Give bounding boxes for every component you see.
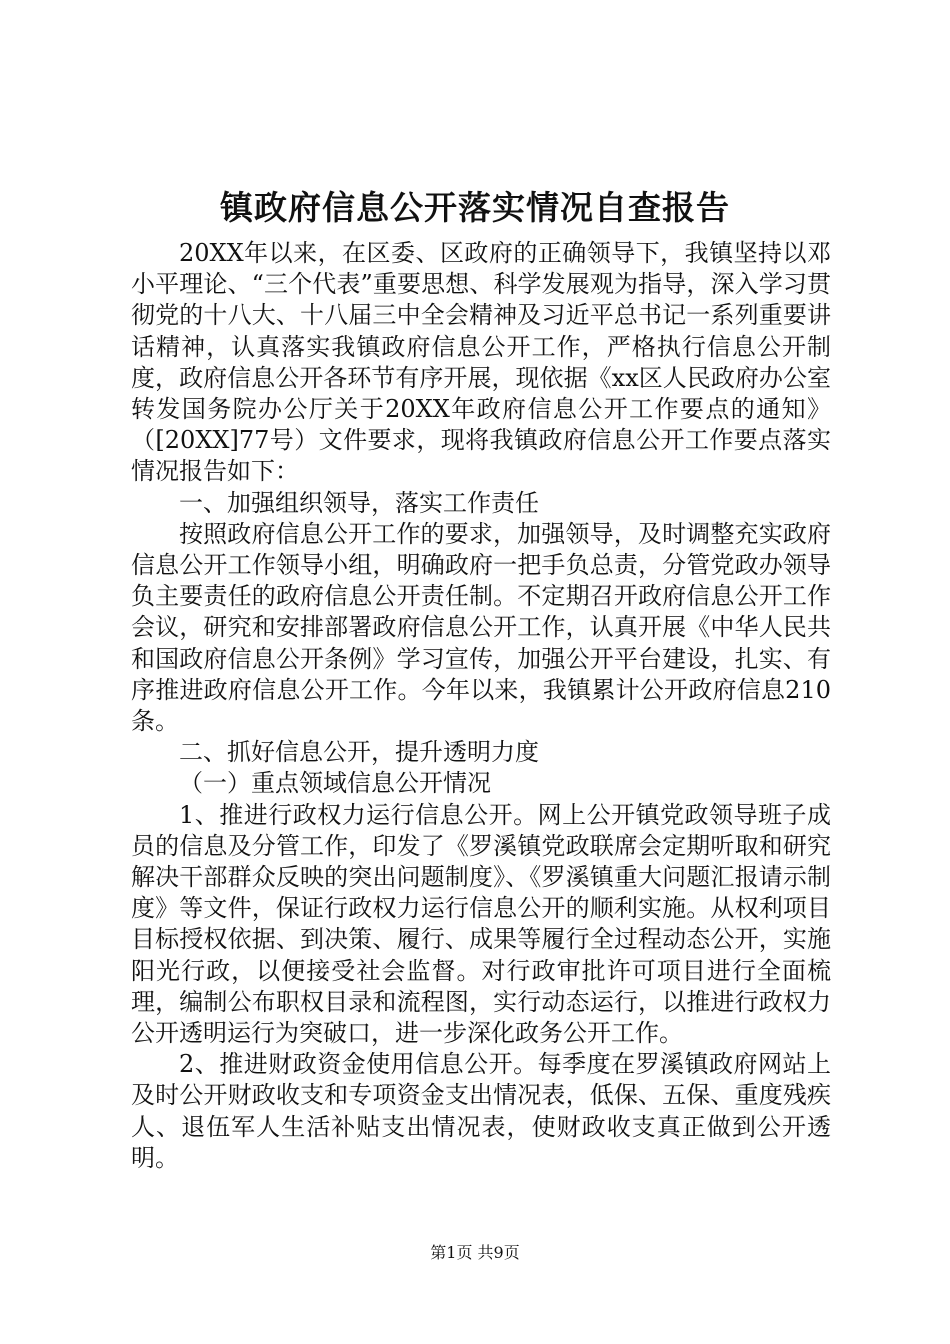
section-heading-1: 一、加强组织领导，落实工作责任 xyxy=(179,488,539,517)
paragraph-item-1: 1、推进行政权力运行信息公开。网上公开镇党政领导班子成员的信息及分管工作，印发了《罗溪镇党政联席会定期听取和研究解决干部群众反映的突出问题制度》、《罗溪镇重大问题汇报请示制度》等文件，保证行政权力运行信息公开的顺利实施。从权利项目目标授权依据、到决策、履行、成果等履行全过程动态公开，实施阳光行政，以便接受社会监督。对行政审批许可项目进行全面梳理，编制公布职权目录和流程图，实行动态运行，以推进行政权力公开透明运行为突破口，进一步深化政务公开工作。 xyxy=(131,800,831,1048)
paragraph-intro: 20XX年以来，在区委、区政府的正确领导下，我镇坚持以邓小平理论、“三个代表”重要思想、科学发展观为指导，深入学习贯彻党的十八大、十八届三中全会精神及习近平总书记一系列重要讲话精神，认真落实我镇政府信息公开工作，严格执行信息公开制度，政府信息公开各环节有序开展，现依据《xx区人民政府办公室转发国务院办公厅关于20XX年政府信息公开工作要点的通知》（[20XX]77号）文件要求，现将我镇政府信息公开工作要点落实情况报告如下： xyxy=(131,239,831,486)
page-number-footer: 第1页 共9页 xyxy=(430,1243,520,1262)
subsection-heading-1: （一）重点领域信息公开情况 xyxy=(179,769,491,798)
paragraph-item-2: 2、推进财政资金使用信息公开。每季度在罗溪镇政府网站上及时公开财政收支和专项资金支出情况表，低保、五保、重度残疾人、退伍军人生活补贴支出情况表，使财政收支真正做到公开透明。 xyxy=(131,1050,831,1172)
document-title: 镇政府信息公开落实情况自查报告 xyxy=(220,188,730,227)
document-body xyxy=(131,238,831,1174)
paragraph-section-1: 按照政府信息公开工作的要求，加强领导，及时调整充实政府信息公开工作领导小组，明确政府一把手负总责，分管党政办领导负主要责任的政府信息公开责任制。不定期召开政府信息公开工作会议，研究和安排部署政府信息公开工作，认真开展《中华人民共和国政府信息公开条例》学习宣传，加强公开平台建设，扎实、有序推进政府信息公开工作。今年以来，我镇累计公开政府信息210条。 xyxy=(131,519,831,736)
section-heading-2: 二、抓好信息公开，提升透明力度 xyxy=(179,738,539,767)
